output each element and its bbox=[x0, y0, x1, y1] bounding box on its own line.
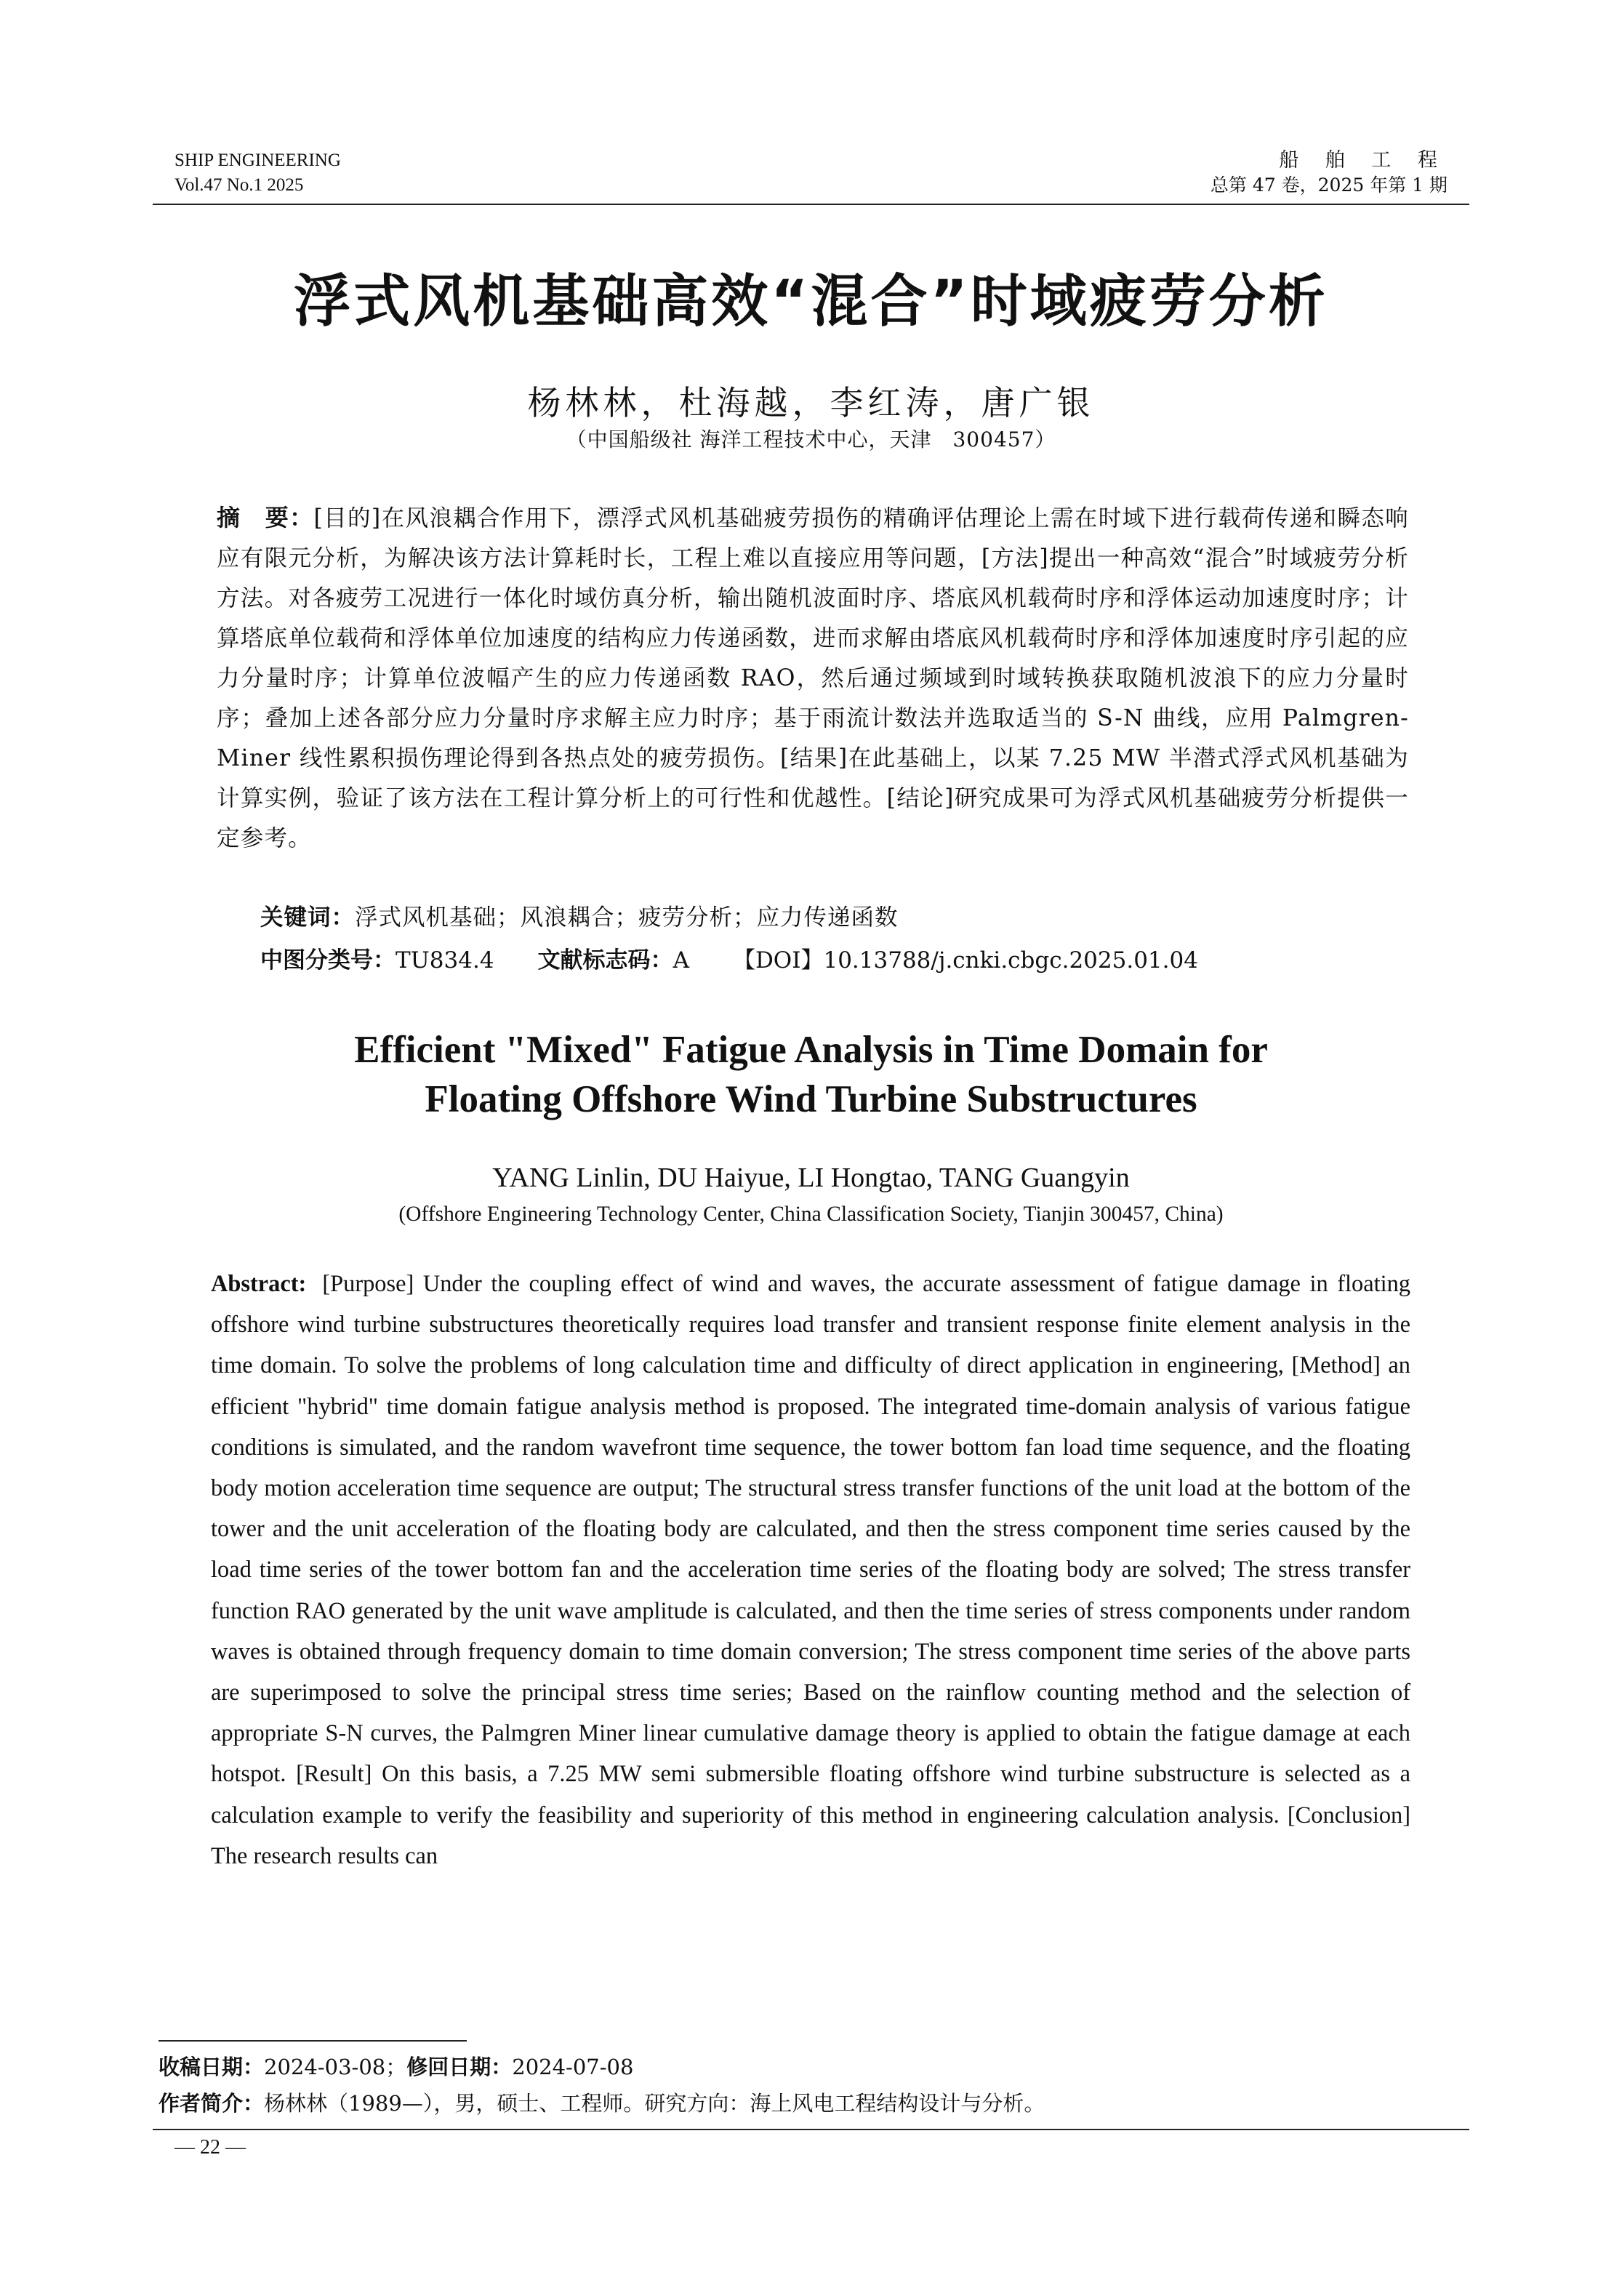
running-header-right bbox=[1211, 148, 1448, 198]
doc-code-label: 文献标志码： bbox=[537, 947, 673, 974]
classification-line bbox=[260, 943, 1198, 978]
clc-value: TU834.4 bbox=[396, 947, 494, 974]
authors-en: YANG Linlin, DU Haiyue, LI Hongtao, TANG Guangyin bbox=[492, 1163, 1130, 1193]
title-zh: 浮式风机基础高效“混合”时域疲劳分析 bbox=[294, 269, 1328, 334]
revised-value: 2024-07-08 bbox=[512, 2055, 634, 2079]
affiliation-zh: （中国船级社 海洋工程技术中心，天津 300457） bbox=[566, 428, 1056, 451]
abstract-zh bbox=[217, 498, 1409, 859]
keywords-zh bbox=[260, 900, 899, 935]
abstract-en-text: [Purpose] Under the coupling effect of wind and waves, the accurate assessment of fatigue damage in floating offshore wind turbine substructures theoretically requires load transfer and transient response finite element analysis in the time domain. To solve the problems of long calculation time and difficulty of direct application in engineering, [Method] an efficient "hybrid" time domain fatigue analysis method is proposed. The integrated time-domain analysis of various fatigue conditions is simulated, and the random wavefront time sequence, the tower bottom fan load time sequence, and the floating body motion acceleration time sequence are output; The structural stress transfer functions of the unit load at the bottom of the tower and the unit acceleration of the floating body are calculated, and then the stress component time series caused by the load time series of the tower bottom fan and the acceleration time series of the floating body are solved; The stress transfer function RAO generated by the unit wave amplitude is calculated, and then the time series of stress components under random waves is obtained through frequency domain to time domain conversion; The stress component time series of the above parts are superimposed to solve the principal stress time series; Based on the rainflow counting method and the selection of appropriate S-N curves, the Palmgren Miner linear cumulative damage theory is applied to obtain the fatigue damage at each hotspot. [Result] On this basis, a 7.25 MW semi submersible floating offshore wind turbine substructure is selected as a calculation example to verify the feasibility and superiority of this method in engineering calculation analysis. [Conclusion] The research results can bbox=[211, 1271, 1410, 1869]
abstract-zh-text: [目的]在风浪耦合作用下，漂浮式风机基础疲劳损伤的精确评估理论上需在时域下进行载荷传递和瞬态响应有限元分析，为解决该方法计算耗时长，工程上难以直接应用等问题，[方法]提出一种高效“混合”时域疲劳分析方法。对各疲劳工况进行一体化时域仿真分析，输出随机波面时序、塔底风机载荷时序和浮体运动加速度时序；计算塔底单位载荷和浮体单位加速度的结构应力传递函数，进而求解由塔底风机载荷时序和浮体加速度时序引起的应力分量时序；计算单位波幅产生的应力传递函数 RAO，然后通过频域到时域转换获取随机波浪下的应力分量时序；叠加上述各部分应力分量时序求解主应力时序；基于雨流计数法并选取适当的 S-N 曲线，应用 Palmgren-Miner 线性累积损伤理论得到各热点处的疲劳损伤。[结果]在此基础上，以某 7.25 MW 半潜式浮式风机基础为计算实例，验证了该方法在工程计算分析上的可行性和优越性。[结论]研究成果可为浮式风机基础疲劳分析提供一定参考。 bbox=[217, 505, 1409, 851]
abstract-en bbox=[211, 1264, 1410, 1876]
bio-value: 杨林林（1989—），男，硕士、工程师。研究方向：海上风电工程结构设计与分析。 bbox=[264, 2091, 1045, 2116]
revised-label: 修回日期： bbox=[406, 2055, 513, 2079]
footnote-dates bbox=[158, 2052, 633, 2082]
journal-volume-en: Vol.47 No.1 2025 bbox=[174, 175, 304, 195]
journal-name-zh: 船 舶 工 程 bbox=[1279, 149, 1448, 172]
running-header-left bbox=[174, 148, 341, 198]
header-rule bbox=[153, 204, 1469, 205]
keywords-zh-label: 关键词： bbox=[260, 904, 356, 931]
clc-label: 中图分类号： bbox=[260, 947, 396, 974]
received-value: 2024-03-08； bbox=[264, 2055, 407, 2079]
bio-label: 作者简介： bbox=[158, 2091, 265, 2116]
received-label: 收稿日期： bbox=[158, 2055, 265, 2079]
doc-code-value: A bbox=[673, 947, 689, 974]
doi-label: 【DOI】 bbox=[732, 947, 824, 974]
authors-zh: 杨林林，杜海越，李红涛，唐广银 bbox=[527, 383, 1095, 422]
journal-volume-zh: 总第 47 卷，2025 年第 1 期 bbox=[1210, 174, 1448, 196]
title-en-line-2: Floating Offshore Wind Turbine Substructures bbox=[425, 1078, 1197, 1120]
doi-value: 10.13788/j.cnki.cbgc.2025.01.04 bbox=[823, 947, 1198, 974]
footnote-rule bbox=[158, 2040, 467, 2042]
footer-rule bbox=[153, 2129, 1469, 2130]
keywords-zh-text: 浮式风机基础；风浪耦合；疲劳分析；应力传递函数 bbox=[355, 904, 899, 931]
page-number: — 22 — bbox=[174, 2136, 246, 2159]
abstract-zh-label: 摘 要： bbox=[217, 504, 314, 531]
title-en-line-1: Efficient "Mixed" Fatigue Analysis in Time Domain for bbox=[354, 1029, 1268, 1071]
affiliation-en: (Offshore Engineering Technology Center, China Classification Society, Tianjin 300457, China) bbox=[398, 1203, 1224, 1226]
footnote-author-bio bbox=[158, 2088, 1045, 2119]
title-en bbox=[0, 1025, 1622, 1124]
abstract-en-label: Abstract: bbox=[211, 1271, 307, 1297]
journal-name-en: SHIP ENGINEERING bbox=[174, 150, 341, 170]
